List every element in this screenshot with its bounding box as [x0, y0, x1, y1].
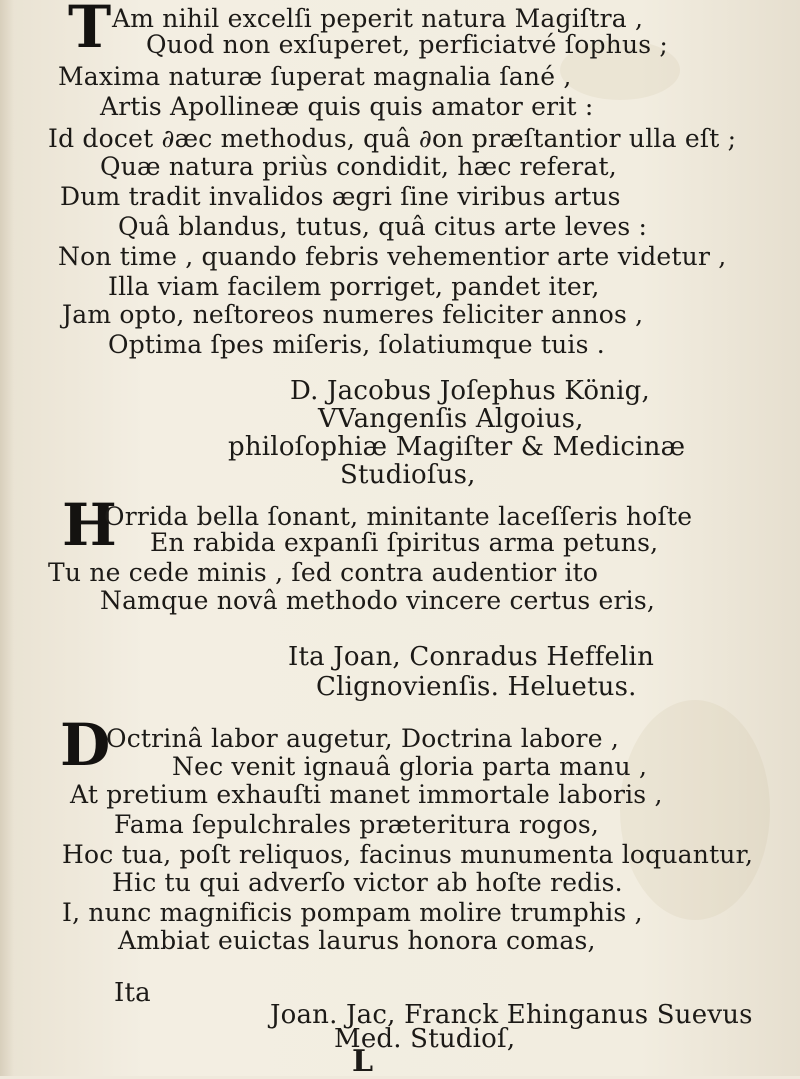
signature-line: Clignovienſis. Heluetus. [316, 672, 637, 702]
page-edge-shadow [0, 0, 14, 1076]
paper-stain [620, 700, 770, 920]
poem-line: Tu ne cede minis , ſed contra audentior ito [48, 558, 599, 587]
poem-line: Artis Apollineæ quis quis amator erit : [100, 92, 594, 121]
poem-line: Namque novâ methodo vincere certus eris, [100, 586, 656, 615]
poem-line: Hoc tua, poſt reliquos, facinus munumenta loquantur, [62, 840, 754, 869]
signature-line: Joan. Jac, Franck Ehinganus Suevus [270, 1000, 753, 1030]
poem-line: Jam opto, neſtoreos numeres feliciter annos , [62, 300, 644, 329]
poem-line: Ambiat euictas laurus honora comas, [118, 926, 596, 955]
poem-line: At pretium exhauſti manet immortale laboris , [70, 780, 663, 809]
poem-line: Illa viam facilem porriget, pandet iter, [108, 272, 600, 301]
poem-line: Id docet ∂æc methodus, quâ ∂on præſtantior ulla eſt ; [48, 124, 737, 153]
signature-line: VVangenſis Algoius, [318, 404, 584, 434]
signature-line: philoſophiæ Magiſter & Medicinæ [228, 432, 686, 462]
poem-line: Non time , quando febris vehementior arte videtur , [58, 242, 727, 271]
poem-line: Quod non exſuperet, perficiatvé ſophus ; [146, 30, 669, 59]
poem-line: Fama ſepulchrales præteritura rogos, [114, 810, 600, 839]
poem-line: Nec venit ignauâ gloria parta manu , [172, 752, 648, 781]
poem-line: I, nunc magnificis pompam molire trumphis , [62, 898, 643, 927]
drop-cap-h: H [62, 491, 117, 559]
poem-line: Quæ natura priùs condidit, hæc referat, [100, 152, 617, 181]
drop-cap-t: T [68, 0, 112, 61]
signature-line: D. Jacobus Joſephus König, [290, 376, 650, 406]
poem-line: Dum tradit invalidos ægri ſine viribus artus [60, 182, 621, 211]
drop-cap-d: D [60, 711, 111, 779]
initial-mark: L [352, 1044, 374, 1079]
poem-line: Octrinâ labor augetur, Doctrina labore , [106, 724, 619, 753]
signature-line: Ita Joan, Conradus Heffelin [288, 642, 655, 672]
signature-line: Med. Studioſ, [334, 1024, 516, 1054]
poem-line: Quâ blandus, tutus, quâ citus arte leves : [118, 212, 648, 241]
signature-line: Ita [114, 978, 151, 1008]
signature-line: Studioſus, [340, 460, 476, 490]
poem-line: Hic tu qui adverſo victor ab hoſte redis. [112, 868, 623, 897]
poem-line: En rabida expanſi ſpiritus arma petuns, [150, 528, 659, 557]
poem-line: Maxima naturæ ſuperat magnalia ſané , [58, 62, 572, 91]
poem-line: Orrida bella ſonant, minitante laceſſeris hoſte [104, 502, 693, 531]
poem-line: Optima ſpes miſeris, ſolatiumque tuis . [108, 330, 605, 359]
poem-line: Am nihil excelſi peperit natura Magiſtra , [112, 4, 644, 33]
